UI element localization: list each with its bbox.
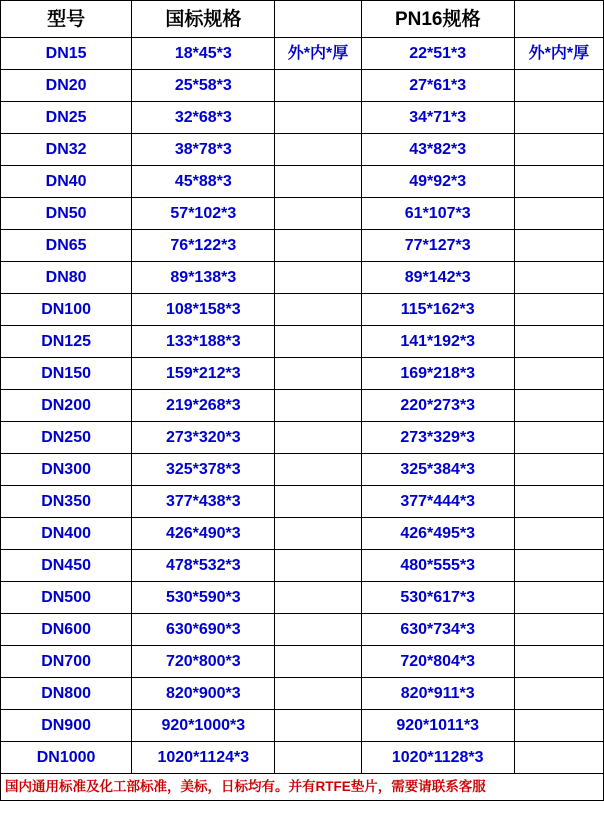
cell-model: DN15 <box>1 38 132 70</box>
cell-note-pn16 <box>514 518 603 550</box>
cell-note-pn16 <box>514 742 603 774</box>
table-row <box>1 518 604 550</box>
cell-pn16: 169*218*3 <box>361 358 514 390</box>
cell-pn16: 630*734*3 <box>361 614 514 646</box>
table-row <box>1 614 604 646</box>
table-row <box>1 742 604 774</box>
cell-note-pn16 <box>514 358 603 390</box>
cell-model: DN200 <box>1 390 132 422</box>
cell-pn16: 920*1011*3 <box>361 710 514 742</box>
table-header-row <box>1 1 604 38</box>
cell-note-gb <box>275 262 361 294</box>
cell-model: DN32 <box>1 134 132 166</box>
cell-model: DN50 <box>1 198 132 230</box>
cell-note-gb <box>275 518 361 550</box>
cell-note-gb <box>275 358 361 390</box>
cell-note-gb <box>275 454 361 486</box>
cell-model: DN65 <box>1 230 132 262</box>
cell-model: DN25 <box>1 102 132 134</box>
table-row <box>1 646 604 678</box>
cell-note-pn16 <box>514 678 603 710</box>
cell-note-gb <box>275 710 361 742</box>
cell-note-gb <box>275 198 361 230</box>
cell-gb: 720*800*3 <box>132 646 275 678</box>
cell-gb: 89*138*3 <box>132 262 275 294</box>
table-row <box>1 550 604 582</box>
cell-note-gb: 外*内*厚 <box>275 38 361 70</box>
column-header-spacer-1 <box>275 1 361 38</box>
cell-gb: 325*378*3 <box>132 454 275 486</box>
cell-gb: 38*78*3 <box>132 134 275 166</box>
cell-model: DN125 <box>1 326 132 358</box>
cell-gb: 630*690*3 <box>132 614 275 646</box>
cell-note-gb <box>275 326 361 358</box>
cell-gb: 273*320*3 <box>132 422 275 454</box>
cell-gb: 478*532*3 <box>132 550 275 582</box>
cell-pn16: 377*444*3 <box>361 486 514 518</box>
cell-note-gb <box>275 102 361 134</box>
table-row <box>1 166 604 198</box>
cell-note-pn16 <box>514 582 603 614</box>
cell-pn16: 530*617*3 <box>361 582 514 614</box>
cell-note-pn16 <box>514 550 603 582</box>
cell-pn16: 22*51*3 <box>361 38 514 70</box>
table-row <box>1 38 604 70</box>
cell-pn16: 220*273*3 <box>361 390 514 422</box>
cell-gb: 219*268*3 <box>132 390 275 422</box>
table-row <box>1 678 604 710</box>
table-row <box>1 230 604 262</box>
cell-note-gb <box>275 70 361 102</box>
cell-note-gb <box>275 134 361 166</box>
cell-pn16: 77*127*3 <box>361 230 514 262</box>
cell-pn16: 115*162*3 <box>361 294 514 326</box>
cell-note-pn16 <box>514 230 603 262</box>
table-row <box>1 134 604 166</box>
cell-gb: 76*122*3 <box>132 230 275 262</box>
cell-pn16: 49*92*3 <box>361 166 514 198</box>
cell-pn16: 1020*1128*3 <box>361 742 514 774</box>
cell-pn16: 34*71*3 <box>361 102 514 134</box>
cell-note-pn16 <box>514 326 603 358</box>
cell-note-pn16 <box>514 486 603 518</box>
cell-note-gb <box>275 742 361 774</box>
cell-model: DN150 <box>1 358 132 390</box>
table-row <box>1 70 604 102</box>
cell-pn16: 325*384*3 <box>361 454 514 486</box>
column-header-pn16-spec: PN16规格 <box>361 1 514 38</box>
column-header-model: 型号 <box>1 1 132 38</box>
cell-model: DN450 <box>1 550 132 582</box>
cell-gb: 57*102*3 <box>132 198 275 230</box>
table-footer-row <box>1 774 604 801</box>
table-body <box>1 1 604 801</box>
cell-model: DN20 <box>1 70 132 102</box>
table-row <box>1 262 604 294</box>
cell-gb: 159*212*3 <box>132 358 275 390</box>
cell-pn16: 89*142*3 <box>361 262 514 294</box>
cell-model: DN250 <box>1 422 132 454</box>
cell-note-pn16 <box>514 294 603 326</box>
cell-note-pn16 <box>514 646 603 678</box>
cell-note-gb <box>275 422 361 454</box>
cell-note-pn16 <box>514 614 603 646</box>
cell-pn16: 820*911*3 <box>361 678 514 710</box>
cell-pn16: 273*329*3 <box>361 422 514 454</box>
cell-model: DN800 <box>1 678 132 710</box>
cell-model: DN1000 <box>1 742 132 774</box>
cell-model: DN100 <box>1 294 132 326</box>
cell-gb: 32*68*3 <box>132 102 275 134</box>
cell-model: DN900 <box>1 710 132 742</box>
table-row <box>1 454 604 486</box>
cell-gb: 18*45*3 <box>132 38 275 70</box>
cell-note-pn16 <box>514 390 603 422</box>
table-row <box>1 582 604 614</box>
cell-note-pn16 <box>514 102 603 134</box>
cell-gb: 25*58*3 <box>132 70 275 102</box>
cell-note-pn16 <box>514 134 603 166</box>
cell-model: DN300 <box>1 454 132 486</box>
cell-gb: 45*88*3 <box>132 166 275 198</box>
footer-note: 国内通用标准及化工部标准，美标，日标均有。并有RTFE垫片，需要请联系客服 <box>1 774 604 801</box>
cell-note-gb <box>275 614 361 646</box>
cell-model: DN40 <box>1 166 132 198</box>
cell-note-gb <box>275 230 361 262</box>
cell-note-pn16 <box>514 262 603 294</box>
cell-gb: 133*188*3 <box>132 326 275 358</box>
cell-gb: 920*1000*3 <box>132 710 275 742</box>
cell-gb: 377*438*3 <box>132 486 275 518</box>
table-row <box>1 486 604 518</box>
column-header-gb-spec: 国标规格 <box>132 1 275 38</box>
cell-gb: 426*490*3 <box>132 518 275 550</box>
cell-gb: 108*158*3 <box>132 294 275 326</box>
cell-note-gb <box>275 582 361 614</box>
cell-model: DN700 <box>1 646 132 678</box>
cell-pn16: 61*107*3 <box>361 198 514 230</box>
cell-model: DN350 <box>1 486 132 518</box>
table-row <box>1 326 604 358</box>
cell-note-pn16: 外*内*厚 <box>514 38 603 70</box>
cell-note-pn16 <box>514 454 603 486</box>
cell-pn16: 426*495*3 <box>361 518 514 550</box>
cell-gb: 530*590*3 <box>132 582 275 614</box>
cell-model: DN80 <box>1 262 132 294</box>
cell-note-pn16 <box>514 166 603 198</box>
cell-pn16: 141*192*3 <box>361 326 514 358</box>
cell-model: DN500 <box>1 582 132 614</box>
table-row <box>1 422 604 454</box>
cell-gb: 820*900*3 <box>132 678 275 710</box>
cell-note-gb <box>275 390 361 422</box>
cell-pn16: 27*61*3 <box>361 70 514 102</box>
cell-note-pn16 <box>514 198 603 230</box>
cell-note-gb <box>275 294 361 326</box>
table-row <box>1 358 604 390</box>
cell-pn16: 720*804*3 <box>361 646 514 678</box>
cell-gb: 1020*1124*3 <box>132 742 275 774</box>
cell-model: DN600 <box>1 614 132 646</box>
table-row <box>1 102 604 134</box>
cell-pn16: 480*555*3 <box>361 550 514 582</box>
table-row <box>1 390 604 422</box>
cell-note-gb <box>275 678 361 710</box>
cell-note-gb <box>275 646 361 678</box>
table-row <box>1 294 604 326</box>
cell-note-pn16 <box>514 70 603 102</box>
cell-note-pn16 <box>514 422 603 454</box>
column-header-spacer-2 <box>514 1 603 38</box>
cell-note-gb <box>275 486 361 518</box>
cell-model: DN400 <box>1 518 132 550</box>
table-row <box>1 710 604 742</box>
cell-note-pn16 <box>514 710 603 742</box>
table-row <box>1 198 604 230</box>
cell-note-gb <box>275 166 361 198</box>
cell-pn16: 43*82*3 <box>361 134 514 166</box>
cell-note-gb <box>275 550 361 582</box>
